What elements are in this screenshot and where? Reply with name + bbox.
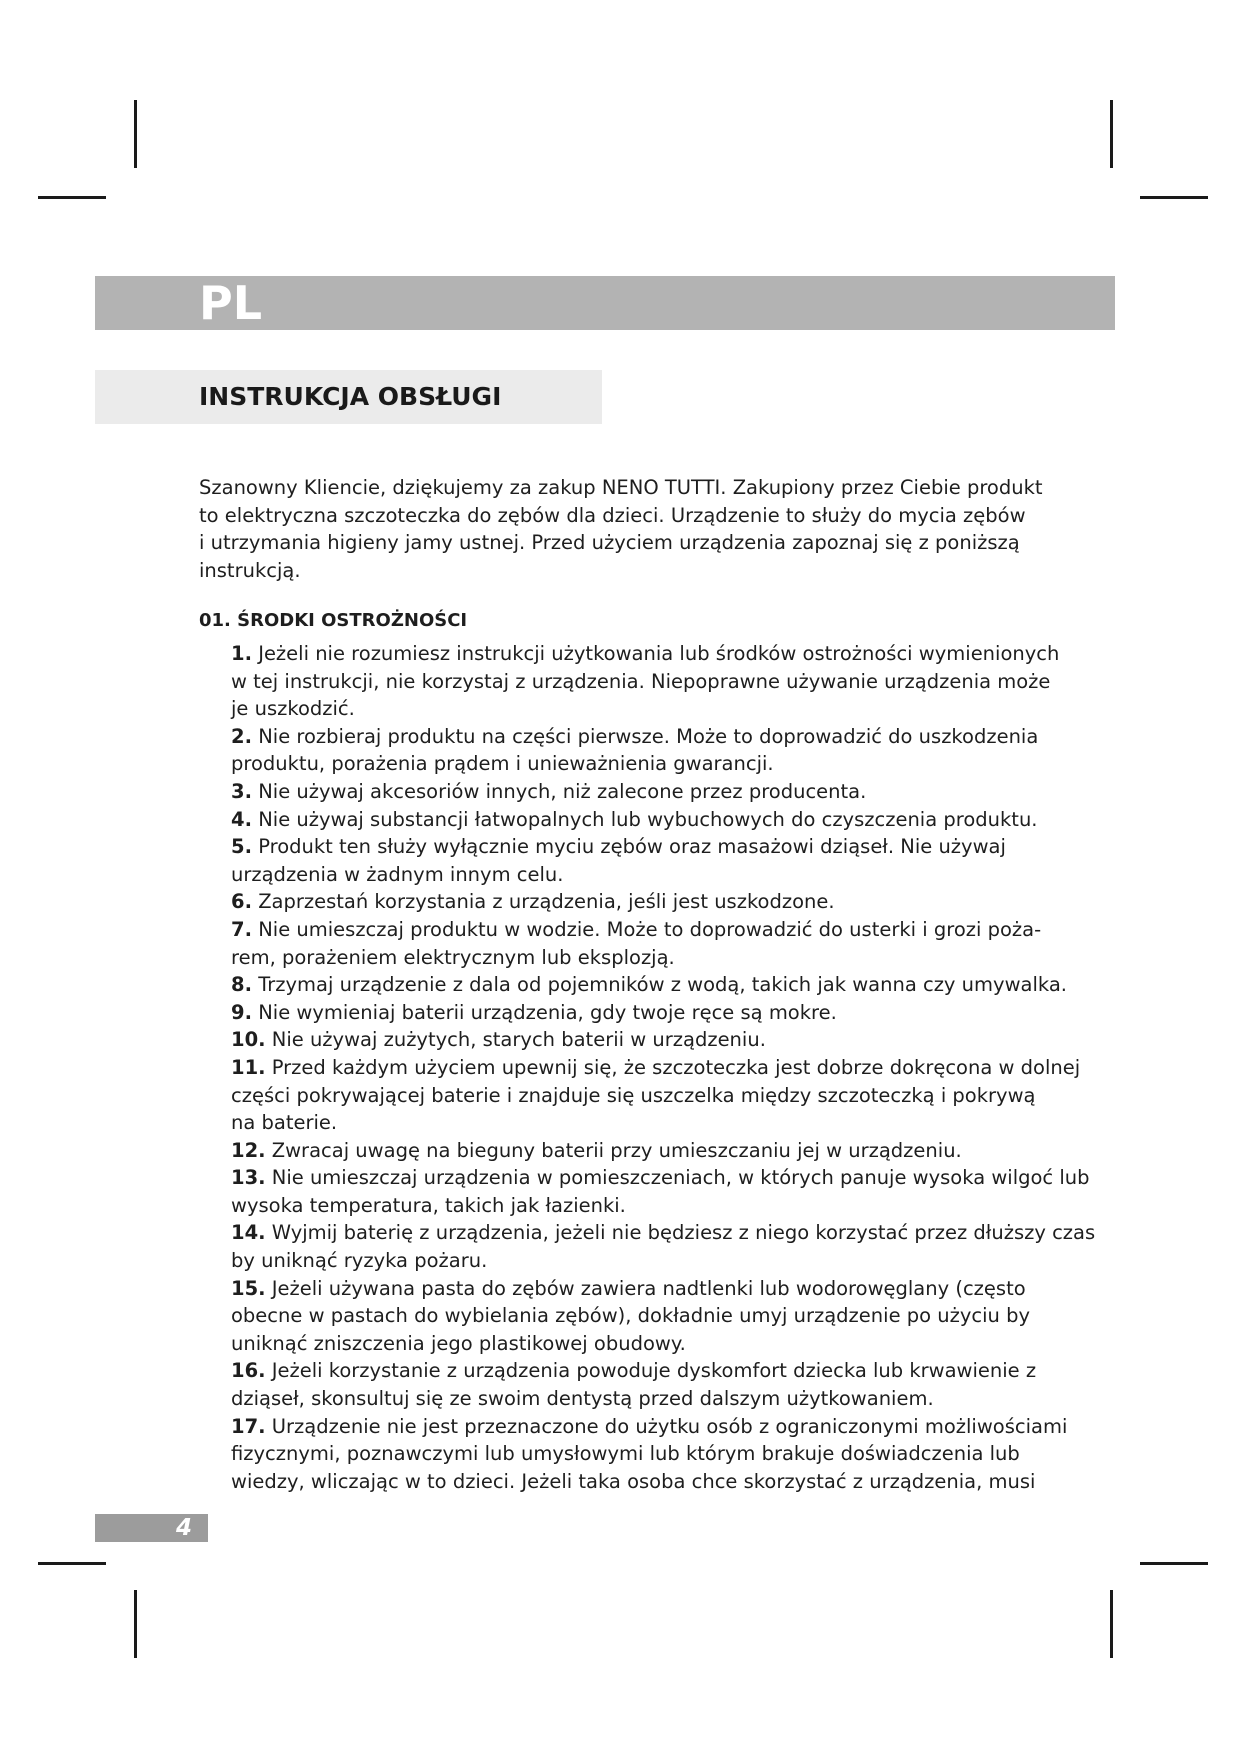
list-item-text: na baterie. xyxy=(231,1111,338,1135)
list-item xyxy=(231,806,1091,834)
list-item-text: Nie używaj zużytych, starych baterii w urządzeniu. xyxy=(271,1028,766,1052)
list-item-text: rem, porażeniem elektrycznym lub eksplozją. xyxy=(231,945,675,969)
intro-line: instrukcją. xyxy=(199,558,301,582)
crop-mark-bottom-right-horizontal xyxy=(1140,1562,1208,1565)
list-item-text: Wyjmij baterię z urządzenia, jeżeli nie będziesz z niego korzystać przez dłuższy czas xyxy=(271,1221,1096,1245)
list-item-text: Jeżeli używana pasta do zębów zawiera nadtlenki lub wodorowęglany (często xyxy=(271,1276,1026,1300)
list-item-text: Nie rozbieraj produktu na części pierwsze. Może to doprowadzić do uszkodzenia xyxy=(258,724,1039,748)
list-item-text: Nie umieszczaj urządzenia w pomieszczeniach, w których panuje wysoka wilgoć lub xyxy=(271,1166,1090,1190)
list-item-number: 6. xyxy=(231,890,252,914)
list-item xyxy=(231,888,1091,916)
list-item-text: wysoka temperatura, takich jak łazienki. xyxy=(231,1193,626,1217)
language-code: PL xyxy=(199,276,263,330)
crop-mark-bottom-left-horizontal xyxy=(38,1562,106,1565)
list-item-text: Nie używaj substancji łatwopalnych lub wybuchowych do czyszczenia produktu. xyxy=(258,807,1038,831)
intro-line: i utrzymania higieny jamy ustnej. Przed użyciem urządzenia zapoznaj się z poniższą xyxy=(199,531,1020,554)
list-item-text: Jeżeli korzystanie z urządzenia powoduje dyskomfort dziecka lub krwawienie z xyxy=(271,1359,1037,1383)
list-item-number: 3. xyxy=(231,779,252,803)
list-item-text: części pokrywającej baterie i znajduje się uszczelka między szczoteczką i pokrywą xyxy=(231,1083,1036,1107)
crop-mark-bottom-right-vertical xyxy=(1110,1590,1113,1658)
list-item xyxy=(231,778,1091,806)
list-item-number: 8. xyxy=(231,973,252,997)
list-item-number: 4. xyxy=(231,807,252,831)
intro-line: to elektryczna szczoteczka do zębów dla dzieci. Urządzenie to służy do mycia zębów xyxy=(199,503,1026,527)
list-item xyxy=(231,833,1091,888)
list-item-number: 15. xyxy=(231,1276,266,1300)
list-item xyxy=(231,1357,1091,1412)
list-item-number: 7. xyxy=(231,917,252,941)
precautions-list xyxy=(231,640,1096,1495)
list-item-text: w tej instrukcji, nie korzystaj z urządzenia. Niepoprawne używanie urządzenia może xyxy=(231,669,1051,693)
list-item-text: Urządzenie nie jest przeznaczone do użytku osób z ograniczonymi możliwościami xyxy=(271,1414,1068,1438)
page-title: INSTRUKCJA OBSŁUGI xyxy=(199,382,502,411)
list-item-text: Zaprzestań korzystania z urządzenia, jeśli jest uszkodzone. xyxy=(258,890,835,914)
page-number: 4 xyxy=(175,1515,192,1541)
list-item-text: uniknąć zniszczenia jego plastikowej obudowy. xyxy=(231,1331,686,1355)
crop-mark-bottom-left-vertical xyxy=(134,1590,137,1658)
crop-mark-top-right-horizontal xyxy=(1140,196,1208,199)
list-item xyxy=(231,971,1091,999)
page-title-box xyxy=(95,370,602,424)
list-item-text: by uniknąć ryzyka pożaru. xyxy=(231,1249,488,1273)
list-item-text: Trzymaj urządzenie z dala od pojemników z wodą, takich jak wanna czy umywalka. xyxy=(258,973,1067,997)
list-item-text: Nie wymieniaj baterii urządzenia, gdy twoje ręce są mokre. xyxy=(258,1000,837,1024)
list-item-text: dziąseł, skonsultuj się ze swoim dentystą przed dalszym użytkowaniem. xyxy=(231,1387,934,1411)
list-item xyxy=(231,999,1091,1027)
list-item xyxy=(231,1275,1091,1358)
list-item-text: Produkt ten służy wyłącznie myciu zębów oraz masażowi dziąseł. Nie używaj xyxy=(258,835,1006,859)
list-item-number: 5. xyxy=(231,835,252,859)
list-item-text: Nie umieszczaj produktu w wodzie. Może to doprowadzić do usterki i grozi poża- xyxy=(258,917,1042,941)
list-item-text: obecne w pastach do wybielania zębów), dokładnie umyj urządzenie po użyciu by xyxy=(231,1304,1031,1328)
list-item xyxy=(231,640,1091,723)
intro-line: Szanowny Kliencie, dziękujemy za zakup NENO TUTTI. Zakupiony przez Ciebie produkt xyxy=(199,476,1043,499)
list-item-text: Nie używaj akcesoriów innych, niż zalecone przez producenta. xyxy=(258,779,867,803)
list-item-text: urządzenia w żadnym innym celu. xyxy=(231,862,564,886)
list-item-text: Przed każdym użyciem upewnij się, że szczoteczka jest dobrze dokręcona w dolnej xyxy=(271,1055,1081,1079)
list-item-text: je uszkodzić. xyxy=(231,697,355,721)
list-item-number: 1. xyxy=(231,642,252,665)
list-item-number: 2. xyxy=(231,724,252,748)
list-item-number: 11. xyxy=(231,1055,266,1079)
list-item-number: 16. xyxy=(231,1359,266,1383)
list-item-number: 9. xyxy=(231,1000,252,1024)
list-item-text: produktu, porażenia prądem i unieważnienia gwarancji. xyxy=(231,752,774,776)
list-item-number: 13. xyxy=(231,1166,266,1190)
list-item-text: Jeżeli nie rozumiesz instrukcji użytkowania lub środków ostrożności wymienionych xyxy=(258,642,1060,665)
list-item xyxy=(231,1026,1091,1054)
list-item xyxy=(231,916,1091,971)
list-item xyxy=(231,1164,1091,1219)
list-item-number: 10. xyxy=(231,1028,266,1052)
list-item-number: 14. xyxy=(231,1221,266,1245)
page-number-box xyxy=(95,1514,208,1542)
list-item xyxy=(231,723,1091,778)
list-item xyxy=(231,1219,1096,1274)
list-item xyxy=(231,1054,1091,1137)
crop-mark-top-right-vertical xyxy=(1110,100,1113,168)
list-item-text: wiedzy, wliczając w to dzieci. Jeżeli taka osoba chce skorzystać z urządzenia, musi xyxy=(231,1469,1036,1493)
language-header-bar xyxy=(95,276,1115,330)
list-item xyxy=(231,1137,1091,1165)
list-item xyxy=(231,1413,1091,1496)
list-item-number: 17. xyxy=(231,1414,266,1438)
crop-mark-top-left-vertical xyxy=(134,100,137,168)
crop-mark-top-left-horizontal xyxy=(38,196,106,199)
list-item-number: 12. xyxy=(231,1138,266,1162)
list-item-text: Zwracaj uwagę na bieguny baterii przy umieszczaniu jej w urządzeniu. xyxy=(271,1138,962,1162)
section-heading: 01. ŚRODKI OSTROŻNOŚCI xyxy=(199,610,468,631)
list-item-text: fizycznymi, poznawczymi lub umysłowymi lub którym brakuje doświadczenia lub xyxy=(231,1442,1020,1466)
intro-paragraph xyxy=(199,474,1043,584)
